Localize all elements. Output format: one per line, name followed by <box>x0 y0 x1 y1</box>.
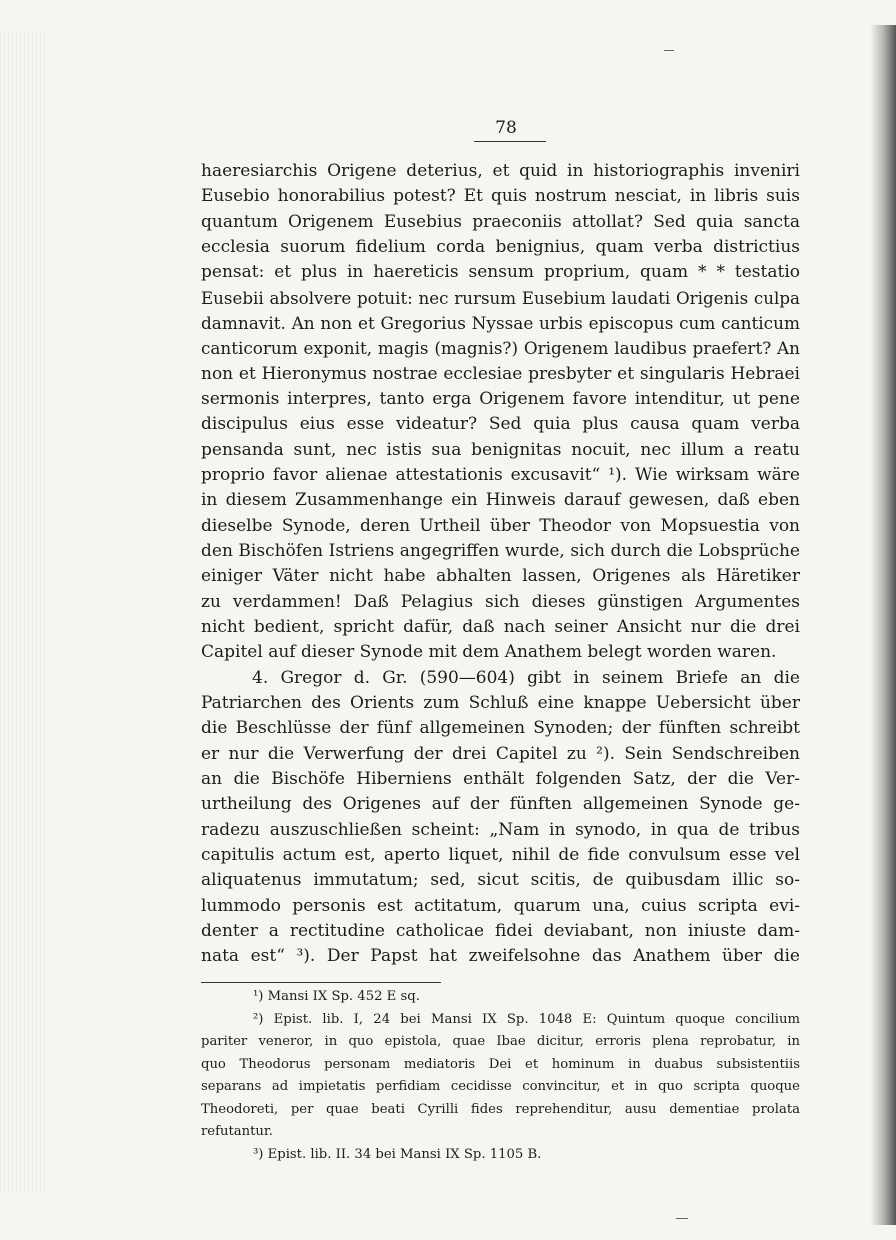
text-line: an die Bischöfe Hiberniens enthält folgenden Satz, der die Ver- <box>201 768 800 789</box>
text-line: dieselbe Synode, deren Urtheil über Theodor von Mopsuestia von <box>201 515 800 536</box>
text-line: Eusebio honorabilius potest? Et quis nostrum nesciat, in libris suis <box>201 186 800 207</box>
paragraph-start-line: 4. Gregor d. Gr. (590—604) gibt in seinem Briefe an die <box>252 667 800 688</box>
page-number-rule <box>474 141 546 142</box>
text-line: sermonis interpres, tanto erga Origenem favore intenditur, ut pene <box>201 388 800 409</box>
text-line: haeresiarchis Origene deterius, et quid in historiographis inveniri <box>201 161 800 181</box>
footnote-line: refutantur. <box>201 1124 273 1139</box>
scan-right-edge <box>870 25 896 1225</box>
text-line: aliquatenus immutatum; sed, sicut scitis, de quibusdam illic so- <box>201 870 800 891</box>
text-line: pensat: et plus in haereticis sensum proprium, quam * * testatio <box>201 262 800 283</box>
footnote-line: quo Theodorus personam mediatoris Dei et hominum in duabus subsistentiis <box>201 1056 800 1072</box>
footnote-line: separans ad impietatis perfidiam cecidisse convincitur, et in quo scripta quoque <box>201 1079 800 1094</box>
text-line: Eusebii absolvere potuit: nec rursum Eusebium laudati Origenis culpa <box>201 287 800 308</box>
text-line: in diesem Zusammenhange ein Hinweis darauf gewesen, daß eben <box>201 490 800 511</box>
text-line: denter a rectitudine catholicae fidei deviabant, non iniuste dam- <box>201 920 800 941</box>
text-line: einiger Väter nicht habe abhalten lassen, Origenes als Häretiker <box>201 566 800 587</box>
page-number: 78 <box>495 118 517 138</box>
footnote-rule <box>201 982 441 983</box>
text-line: non et Hieronymus nostrae ecclesiae presbyter et singularis Hebraei <box>201 363 800 384</box>
text-line: zu verdammen! Daß Pelagius sich dieses günstigen Argumentes <box>201 591 800 612</box>
footnote-line: Theodoreti, per quae beati Cyrilli fides reprehenditur, ausu dementiae prolata <box>201 1101 800 1117</box>
text-line: die Beschlüsse der fünf allgemeinen Synoden; der fünften schreibt <box>201 718 800 739</box>
text-line: er nur die Verwerfung der drei Capitel zu ²). Sein Sendschreiben <box>201 743 800 764</box>
text-line: ecclesia suorum fidelium corda benignius, quam verba districtius <box>201 236 800 257</box>
footnote-2: ²) Epist. lib. I, 24 bei Mansi IX Sp. 1048 E: Quintum quoque concilium <box>253 1011 800 1027</box>
scan-mark <box>676 1218 688 1219</box>
footnote-1: ¹) Mansi IX Sp. 452 E sq. <box>253 989 420 1004</box>
text-line: capitulis actum est, aperto liquet, nihil de fide convulsum esse vel <box>201 844 800 865</box>
body-text <box>201 159 800 970</box>
text-line: Patriarchen des Orients zum Schluß eine knappe Uebersicht über <box>201 692 800 713</box>
footnotes <box>201 986 800 1166</box>
footnote-3: ³) Epist. lib. II. 34 bei Mansi IX Sp. 1105 B. <box>253 1146 542 1162</box>
text-line: pensanda sunt, nec istis sua benignitas nocuit, nec illum a reatu <box>201 439 800 460</box>
text-line: lummodo personis est actitatum, quarum una, cuius scripta evi- <box>201 895 800 916</box>
text-line: den Bischöfen Istriens angegriffen wurde, sich durch die Lobsprüche <box>201 540 800 561</box>
text-line: discipulus eius esse videatur? Sed quia plus causa quam verba <box>201 414 800 435</box>
scan-left-edge <box>0 30 46 1190</box>
scan-mark <box>664 50 674 51</box>
text-line: nicht bedient, spricht dafür, daß nach seiner Ansicht nur die drei <box>201 616 800 637</box>
text-line: canticorum exponit, magis (magnis?) Origenem laudibus praefert? An <box>201 338 800 359</box>
text-line: radezu auszuschließen scheint: „Nam in synodo, in qua de tribus <box>201 819 800 840</box>
text-line: urtheilung des Origenes auf der fünften allgemeinen Synode ge- <box>201 794 800 815</box>
text-line: quantum Origenem Eusebius praeconiis attollat? Sed quia sancta <box>201 211 800 232</box>
text-line: proprio favor alienae attestationis excusavit“ ¹). Wie wirksam wäre <box>201 464 800 485</box>
footnote-line: pariter veneror, in quo epistola, quae Ibae dicitur, erroris plena reprobatur, in <box>201 1034 800 1049</box>
text-line: Capitel auf dieser Synode mit dem Anathem belegt worden waren. <box>201 642 777 663</box>
text-line: damnavit. An non et Gregorius Nyssae urbis episcopus cum canticum <box>201 312 800 333</box>
text-line: nata est“ ³). Der Papst hat zweifelsohne das Anathem über die <box>201 946 800 967</box>
